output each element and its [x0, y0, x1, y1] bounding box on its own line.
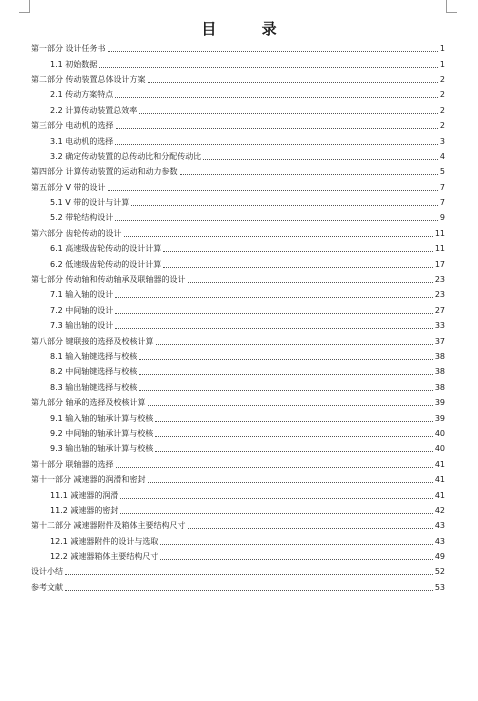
toc-leader-dots	[139, 113, 438, 114]
toc-leader-dots	[163, 267, 433, 268]
toc-entry[interactable]	[31, 318, 445, 333]
toc-entry-page-number: 49	[434, 552, 445, 562]
toc-entry-label: 3.2 确定传动装置的总传动比和分配传动比	[50, 151, 202, 161]
toc-entry[interactable]	[31, 580, 445, 595]
toc-leader-dots	[131, 205, 438, 206]
toc-entry-page-number: 41	[434, 475, 445, 485]
toc-entry-page-number: 33	[434, 321, 445, 331]
toc-entry-label: 第九部分 轴承的选择及校核计算	[31, 398, 146, 408]
toc-leader-dots	[139, 359, 433, 360]
toc-entry-label: 第一部分 设计任务书	[31, 44, 106, 54]
toc-entry-page-number: 9	[439, 213, 445, 223]
toc-entry-page-number: 38	[434, 382, 445, 392]
toc-entry-page-number: 27	[434, 305, 445, 315]
toc-entry[interactable]	[31, 87, 445, 102]
toc-leader-dots	[160, 544, 432, 545]
toc-leader-dots	[156, 344, 433, 345]
toc-entry-label: 6.2 低速级齿轮传动的设计计算	[50, 259, 162, 269]
toc-entry-page-number: 2	[439, 90, 445, 100]
page-title: 目 录	[201, 20, 297, 38]
toc-leader-dots	[124, 236, 433, 237]
toc-leader-dots	[188, 528, 433, 529]
toc-leader-dots	[160, 559, 432, 560]
toc-entry[interactable]	[31, 103, 445, 118]
toc-entry-label: 11.1 减速器的润滑	[50, 490, 119, 500]
toc-entry[interactable]	[31, 241, 445, 256]
toc-entry-page-number: 37	[434, 336, 445, 346]
toc-leader-dots	[115, 313, 433, 314]
toc-entry[interactable]	[31, 272, 445, 287]
toc-entry[interactable]	[31, 287, 445, 302]
toc-entry-page-number: 40	[434, 428, 445, 438]
toc-entry[interactable]	[31, 487, 445, 502]
toc-entry[interactable]	[31, 164, 445, 179]
toc-entry-page-number: 38	[434, 352, 445, 361]
toc-entry-label: 第七部分 传动轴和传动轴承及联轴器的设计	[31, 275, 186, 285]
toc-entry[interactable]	[31, 518, 445, 533]
toc-leader-dots	[139, 390, 433, 391]
toc-entry[interactable]	[31, 56, 445, 71]
toc-entry-label: 7.3 输出轴的设计	[50, 321, 114, 331]
toc-entry[interactable]	[31, 364, 445, 379]
toc-entry-page-number: 39	[434, 398, 445, 408]
toc-entry-label: 5.2 带轮结构设计	[50, 213, 114, 223]
toc-entry[interactable]	[31, 549, 445, 564]
toc-leader-dots	[155, 451, 433, 452]
toc-leader-dots	[139, 374, 433, 375]
toc-entry[interactable]	[31, 118, 445, 133]
toc-entry-label: 第十二部分 减速器附件及箱体主要结构尺寸	[31, 521, 186, 531]
toc-entry[interactable]	[31, 395, 445, 410]
toc-entry[interactable]	[31, 457, 445, 472]
toc-leader-dots	[115, 297, 433, 298]
toc-entry[interactable]	[31, 72, 445, 87]
toc-entry-label: 8.2 中间轴键选择与校核	[50, 367, 138, 377]
toc-entry-page-number: 2	[439, 105, 445, 115]
toc-entry-label: 第二部分 传动装置总体设计方案	[31, 74, 146, 84]
toc-entry-page-number: 39	[434, 413, 445, 423]
toc-entry-label: 2.2 计算传动装置总效率	[50, 105, 138, 115]
toc-entry[interactable]	[31, 256, 445, 271]
toc-leader-dots	[163, 251, 433, 252]
toc-entry-label: 设计小结	[31, 567, 63, 577]
toc-entry-page-number: 41	[434, 490, 445, 500]
toc-entry[interactable]	[31, 41, 445, 56]
toc-entry-page-number: 5	[439, 167, 445, 177]
toc-entry-label: 第六部分 齿轮传动的设计	[31, 228, 122, 238]
crop-mark-top-right	[446, 0, 457, 13]
toc-entry-page-number: 43	[434, 536, 445, 546]
toc-entry[interactable]	[31, 180, 445, 195]
toc-entry-page-number: 23	[434, 275, 445, 285]
toc-entry-label: 9.1 输入轴的轴承计算与校核	[50, 413, 154, 423]
toc-entry-label: 7.1 输入轴的设计	[50, 290, 114, 300]
toc-entry-label: 1.1 初始数据	[50, 59, 98, 69]
toc-entry-label: 第八部分 键联接的选择及校核计算	[31, 336, 154, 346]
toc-leader-dots	[148, 482, 433, 483]
toc-entry-page-number: 7	[439, 182, 445, 192]
toc-entry[interactable]	[31, 564, 445, 579]
toc-entry[interactable]	[31, 503, 445, 518]
toc-entry[interactable]	[31, 534, 445, 549]
toc-entry-page-number: 42	[434, 505, 445, 515]
toc-entry-page-number: 38	[434, 367, 445, 377]
toc-entry-label: 11.2 减速器的密封	[50, 505, 119, 515]
table-of-contents	[31, 41, 445, 595]
toc-leader-dots	[108, 51, 438, 52]
toc-entry-label: 9.3 输出轴的轴承计算与校核	[50, 444, 154, 454]
toc-leader-dots	[155, 436, 433, 437]
toc-entry[interactable]	[31, 333, 445, 348]
toc-leader-dots	[188, 282, 433, 283]
toc-entry[interactable]	[31, 441, 445, 456]
toc-entry-label: 第十部分 联轴器的选择	[31, 459, 114, 469]
toc-entry-page-number: 1	[439, 59, 445, 69]
toc-entry-page-number: 23	[434, 290, 445, 300]
toc-entry-page-number: 7	[439, 198, 445, 208]
toc-entry[interactable]	[31, 426, 445, 441]
toc-entry[interactable]	[31, 303, 445, 318]
toc-entry[interactable]	[31, 380, 445, 395]
toc-entry-page-number: 53	[434, 582, 445, 592]
toc-leader-dots	[115, 97, 438, 98]
toc-entry[interactable]	[31, 133, 445, 148]
toc-entry-label: 9.2 中间轴的轴承计算与校核	[50, 428, 154, 438]
toc-entry-label: 6.1 高速级齿轮传动的设计计算	[50, 244, 162, 254]
toc-entry-page-number: 41	[434, 459, 445, 469]
toc-entry-label: 7.2 中间轴的设计	[50, 305, 114, 315]
toc-entry-page-number: 11	[434, 228, 445, 238]
toc-leader-dots	[203, 159, 438, 160]
toc-entry-page-number: 2	[439, 121, 445, 131]
toc-entry-label: 12.2 减速器箱体主要结构尺寸	[50, 552, 159, 562]
toc-entry-page-number: 17	[434, 259, 445, 269]
toc-entry-page-number: 3	[439, 136, 445, 146]
toc-entry-page-number: 4	[439, 151, 445, 161]
toc-entry-label: 第三部分 电动机的选择	[31, 121, 114, 131]
toc-entry-label: 参考文献	[31, 582, 63, 592]
toc-leader-dots	[65, 574, 433, 575]
toc-leader-dots	[99, 67, 438, 68]
toc-entry[interactable]	[31, 472, 445, 487]
toc-leader-dots	[115, 144, 438, 145]
toc-entry[interactable]	[31, 349, 445, 364]
toc-leader-dots	[108, 190, 438, 191]
toc-entry-label: 第四部分 计算传动装置的运动和动力参数	[31, 167, 178, 177]
toc-entry-label: 第十一部分 减速器的润滑和密封	[31, 475, 146, 485]
toc-leader-dots	[180, 174, 438, 175]
toc-leader-dots	[65, 590, 433, 591]
toc-entry-label: 8.1 输入轴键选择与校核	[50, 352, 138, 361]
toc-entry-label: 第五部分 V 带的设计	[31, 182, 106, 192]
toc-entry-label: 8.3 输出轴键选择与校核	[50, 382, 138, 392]
toc-leader-dots	[115, 328, 433, 329]
toc-entry-page-number: 43	[434, 521, 445, 531]
toc-leader-dots	[116, 467, 433, 468]
toc-entry-page-number: 1	[439, 44, 445, 54]
toc-entry-label: 2.1 传动方案特点	[50, 90, 114, 100]
toc-entry-page-number: 40	[434, 444, 445, 454]
crop-mark-top-left	[19, 0, 30, 13]
toc-leader-dots	[155, 421, 433, 422]
toc-entry-label: 5.1 V 带的设计与计算	[50, 198, 130, 208]
toc-entry[interactable]	[31, 149, 445, 164]
toc-entry-label: 3.1 电动机的选择	[50, 136, 114, 146]
toc-entry-page-number: 2	[439, 74, 445, 84]
toc-entry[interactable]	[31, 410, 445, 425]
toc-leader-dots	[148, 405, 433, 406]
toc-entry[interactable]	[31, 195, 445, 210]
toc-entry-page-number: 11	[434, 244, 445, 254]
toc-entry[interactable]	[31, 226, 445, 241]
toc-leader-dots	[115, 220, 438, 221]
toc-entry-page-number: 52	[434, 567, 445, 577]
toc-leader-dots	[120, 498, 432, 499]
toc-leader-dots	[116, 128, 438, 129]
toc-leader-dots	[148, 82, 438, 83]
toc-entry[interactable]	[31, 210, 445, 225]
toc-leader-dots	[120, 513, 432, 514]
toc-entry-label: 12.1 减速器附件的设计与选取	[50, 536, 159, 546]
